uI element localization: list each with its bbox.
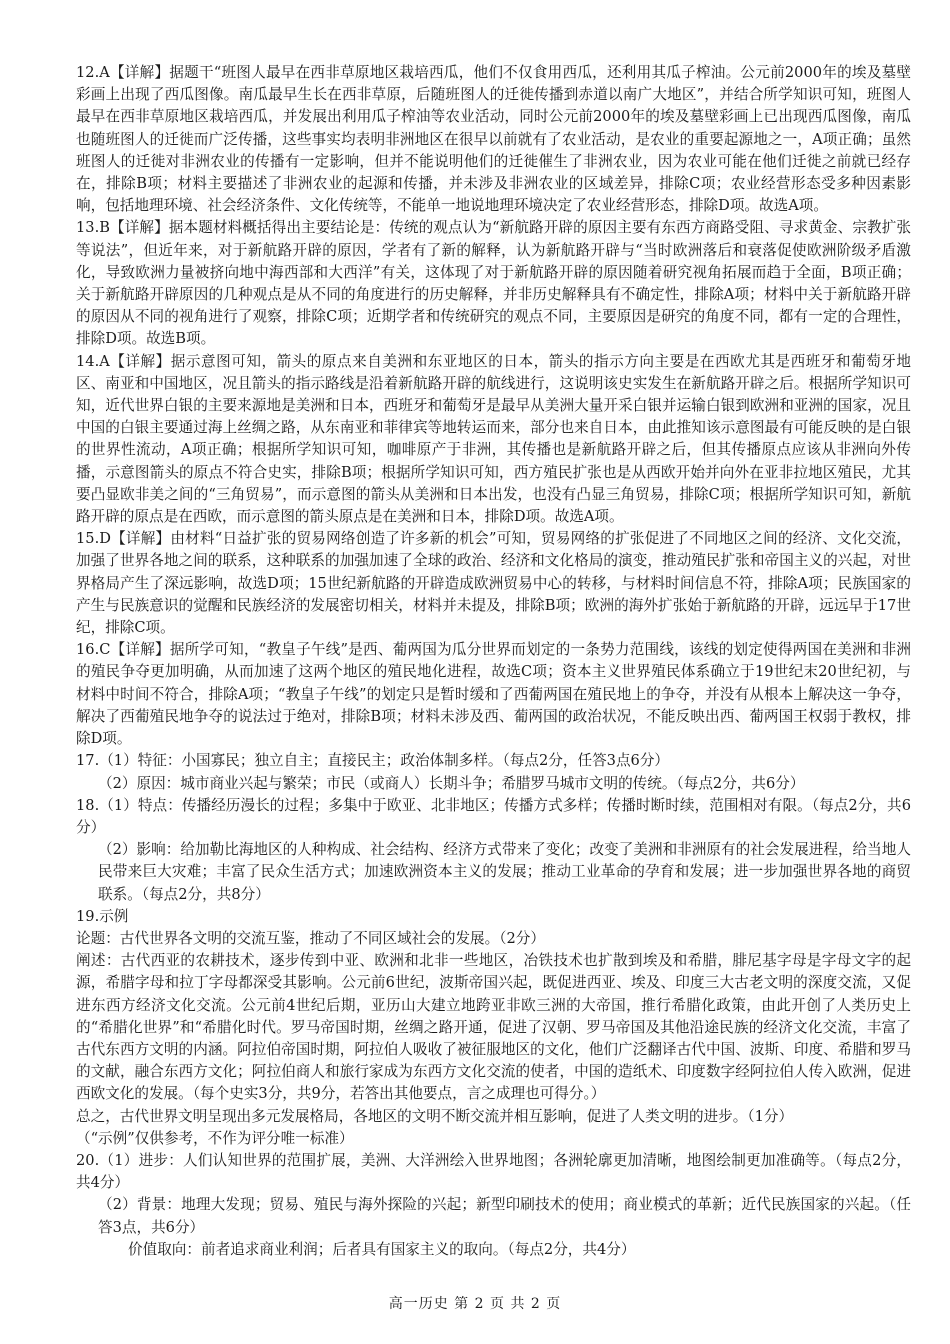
answer-q20-value: 价值取向：前者追求商业利润；后者具有国家主义的取向。（每点2分，共4分）: [128, 1240, 636, 1258]
answer-q17-part2: （2）原因：城市商业兴起与繁荣；市民（或商人）长期斗争；希腊罗马城市文明的传统。（每点2分，共6分）: [98, 774, 805, 792]
answer-q20-part2: （2）背景：地理大发现；贸易、殖民与海外探险的兴起；新型印刷技术的使用；商业模式的革新；近代民族国家的兴起。（任答3点，共6分）: [98, 1196, 911, 1236]
answer-q19-heading: 19.示例: [76, 907, 129, 925]
answer-q14: 14.A【详解】据示意图可知，箭头的原点来自美洲和东亚地区的日本，箭头的指示方向主要是在西欧尤其是西班牙和葡萄牙地区、南亚和中国地区，况且箭头的指示路线是沿着新航路开辟的航线进行，这说明该史实发生在新航路开辟之后。根据所学知识可知，近代世界白银的主要来源地是美洲和日本，西班牙和葡萄牙是最早从美洲大量开采白银并运输白银到欧洲和亚洲的国家，况且中国的白银主要通过海上丝绸之路，从东南亚和菲律宾等地转运而来，部分也来自日本，由此推知该示意图最有可能反映的是白银的世界性流动，A项正确；根据所学知识可知，咖啡原产于非洲，其传播也是新航路开辟之后，但其传播原点应该从非洲向外传播，示意图箭头的原点不符合史实，排除B项；根据所学知识可知，西方殖民扩张也是从西欧开始并向外在亚非拉地区殖民，尤其要凸显欧非美之间的“三角贸易”，而示意图的箭头从美洲和日本出发，也没有凸显三角贸易，排除C项；根据所学知识可知，新航路开辟的原点是在西欧，而示意图的箭头原点是在美洲和日本，排除D项。故选A项。: [76, 352, 911, 526]
answer-q12: 12.A【详解】据题干“班图人最早在西非草原地区栽培西瓜，他们不仅食用西瓜，还利用其瓜子榨油。公元前2000年的埃及墓壁彩画上出现了西瓜图像。南瓜最早生长在西非草原，后随班图人的迁徙传播到赤道以南广大地区”，并结合所学知识可知，班图人最早在西非草原地区栽培西瓜，并发展出利用瓜子榨油等农业活动，同时公元前2000年的埃及墓壁彩画上已出现西瓜图像，南瓜也随班图人的迁徙而广泛传播，这些事实均表明非洲地区在很早以前就有了农业活动，是农业的重要起源地之一，A项正确；虽然班图人的迁徙对非洲农业的传播有一定影响，但并不能说明他们的迁徙催生了非洲农业，因为农业可能在他们迁徙之前就已经存在，排除B项；材料主要描述了非洲农业的起源和传播，并未涉及非洲农业的区域差异，排除C项；农业经营形态受多种因素影响，包括地理环境、社会经济条件、文化传统等，不能单一地说地理环境决定了农业经营形态，排除D项。故选A项。: [76, 64, 911, 215]
answer-q19-body: 阐述：古代西亚的农耕技术，逐步传到中亚、欧洲和北非一些地区，冶铁技术也扩散到埃及和希腊，腓尼基字母是字母文字的起源，希腊字母和拉丁字母都深受其影响。公元前6世纪，波斯帝国兴起，既促进西亚、埃及、印度三大古老文明的深度交流，又促进东西方经济文化交流。公元前4世纪后期，亚历山大建立地跨亚非欧三洲的大帝国，推行希腊化政策，由此开创了人类历史上的“希腊化世界”和“希腊化时代。罗马帝国时期，丝绸之路开通，促进了汉朝、罗马帝国及其他沿途民族的经济文化交流，丰富了古代东西方文明的内涵。阿拉伯帝国时期，阿拉伯人吸收了被征服地区的文化，他们广泛翻译古代中国、波斯、印度、希腊和罗马的文献，融合东西方文化；阿拉伯商人和旅行家成为东西方文化交流的使者，中国的造纸术、印度数字经阿拉伯人传入欧洲，促进西欧文化的发展。（每个史实3分，共9分，若答出其他要点，言之成理也可得分。）: [76, 952, 911, 1103]
answer-q17-part1: 17.（1）特征：小国寡民；独立自主；直接民主；政治体制多样。（每点2分，任答3点6分）: [76, 752, 670, 770]
answer-q18-part2: （2）影响：给加勒比海地区的人种构成、社会结构、经济方式带来了变化；改变了美洲和非洲原有的社会发展进程，给当地人民带来巨大灾难；丰富了民众生活方式；加速欧洲资本主义的发展；推动工业革命的孕育和发展；进一步加强世界各地的商贸联系。（每点2分，共8分）: [98, 841, 911, 903]
page-footer: 高一历史 第 2 页 共 2 页: [388, 1296, 562, 1312]
answer-q19-thesis: 论题：古代世界各文明的交流互鉴，推动了不同区域社会的发展。（2分）: [76, 929, 545, 947]
answer-q18-part1: 18.（1）特点：传播经历漫长的过程；多集中于欧亚、北非地区；传播方式多样；传播时断时续，范围相对有限。（每点2分，共6分）: [76, 796, 911, 836]
answer-q20-part1: 20.（1）进步：人们认知世界的范围扩展，美洲、大洋洲绘入世界地图；各洲轮廓更加清晰，地图绘制更加准确等。（每点2分，共4分）: [76, 1151, 911, 1192]
answer-q19-note: （“示例”仅供参考，不作为评分唯一标准）: [76, 1129, 354, 1147]
answer-q16: 16.C【详解】据所学可知，“教皇子午线”是西、葡两国为瓜分世界而划定的一条势力范围线，该线的划定使得两国在美洲和非洲的殖民争夺更加明确，从而加速了这两个地区的殖民地化进程，故选C项；资本主义世界殖民体系确立于19世纪末20世纪初，与材料中时间不符合，排除A项；“教皇子午线”的划定只是暂时缓和了西葡两国在殖民地上的争夺，并没有从根本上解决这一争夺，解决了西葡殖民地争夺的说法过于绝对，排除B项；材料未涉及西、葡两国的政治状况，不能反映出西、葡两国王权弱于教权，排除D项。: [76, 641, 911, 748]
answer-q13: 13.B【详解】据本题材料概括得出主要结论是：传统的观点认为“新航路开辟的原因主要有东西方商路受阻、寻求黄金、宗教扩张等说法”，但近年来，对于新航路开辟的原因，学者有了新的解释，认为新航路开辟与“当时欧洲落后和衰落促使欧洲阶级矛盾激化，导致欧洲力量被挤向地中海西部和大西洋”有关，这体现了对于新航路开辟的原因随着研究视角拓展而趋于全面，B项正确；关于新航路开辟原因的几种观点是从不同的角度进行的历史解释，并非历史解释具有不确定性，排除A项；材料中关于新航路开辟的原因从不同的视角进行了观察，排除C项；近期学者和传统研究的观点不同，主要原因是研究的角度不同，都有一定的合理性，排除D项。故选B项。: [76, 219, 911, 348]
answer-q15: 15.D【详解】由材料“日益扩张的贸易网络创造了许多新的机会”可知，贸易网络的扩张促进了不同地区之间的经济、文化交流，加强了世界各地之间的联系，这种联系的加强加速了全球的政治、经济和文化格局的演变，推动殖民扩张和帝国主义的兴起，对世界格局产生了深远影响，故选D项；15世纪新航路的开辟造成欧洲贸易中心的转移，与材料时间信息不符，排除A项；民族国家的产生与民族意识的觉醒和民族经济的发展密切相关，材料并未提及，排除B项；欧洲的海外扩张始于新航路的开辟，远远早于17世纪，排除C项。: [76, 530, 911, 637]
answer-q19-conclusion: 总之，古代世界文明呈现出多元发展格局，各地区的文明不断交流并相互影响，促进了人类文明的进步。（1分）: [76, 1107, 794, 1125]
answer-content: [76, 62, 911, 1261]
